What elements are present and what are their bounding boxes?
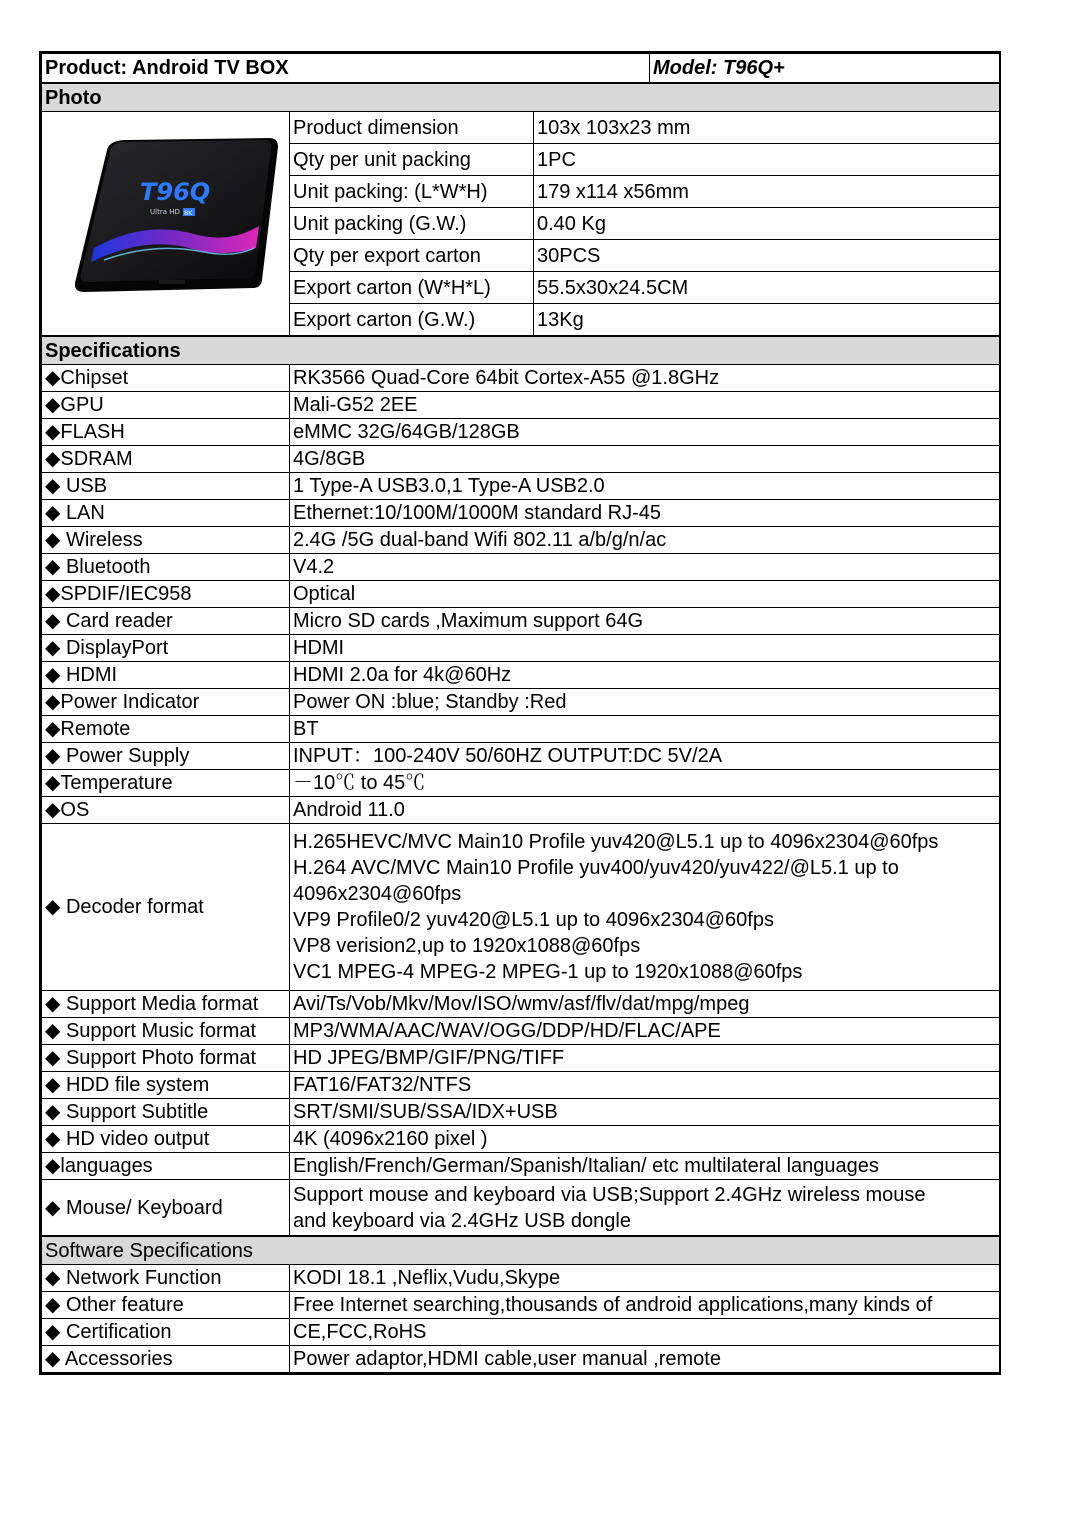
photo-section-header <box>42 83 1000 112</box>
photo-label-6: Export carton (G.W.) <box>290 304 534 337</box>
mouse-keyboard-line: and keyboard via 2.4GHz USB dongle <box>293 1209 631 1232</box>
decoder-label: ◆ Decoder format <box>42 824 290 991</box>
spec-value: 2.4G /5G dual-band Wifi 802.11 a/b/g/n/ac <box>290 527 1000 554</box>
software-label: ◆ Network Function <box>42 1265 290 1292</box>
mouse-keyboard-line: Support mouse and keyboard via USB;Support 2.4GHz wireless mouse <box>293 1183 926 1206</box>
spec-value: FAT16/FAT32/NTFS <box>290 1072 1000 1099</box>
spec-row <box>42 1153 1000 1180</box>
software-row <box>42 1265 1000 1292</box>
spec-row <box>42 635 1000 662</box>
decoder-line: H.265HEVC/MVC Main10 Profile yuv420@L5.1 up to 4096x2304@60fps <box>293 831 939 853</box>
photo-label-3: Unit packing (G.W.) <box>290 208 534 240</box>
spec-value: SRT/SMI/SUB/SSA/IDX+USB <box>290 1099 1000 1126</box>
photo-label-2: Unit packing: (L*W*H) <box>290 176 534 208</box>
photo-value-5: 55.5x30x24.5CM <box>534 272 1000 304</box>
software-value: KODI 18.1 ,Neflix,Vudu,Skype <box>290 1265 1000 1292</box>
photo-value-4: 30PCS <box>534 240 1000 272</box>
software-label: ◆ Certification <box>42 1319 290 1346</box>
decoder-line: H.264 AVC/MVC Main10 Profile yuv400/yuv420/yuv422/@L5.1 up to <box>293 857 899 879</box>
spec-row <box>42 797 1000 824</box>
photo-value-1: 1PC <box>534 144 1000 176</box>
spec-value: 1 Type-A USB3.0,1 Type-A USB2.0 <box>290 473 1000 500</box>
spec-value: Mali-G52 2EE <box>290 392 1000 419</box>
spec-value: Ethernet:10/100M/1000M standard RJ-45 <box>290 500 1000 527</box>
photo-value-3: 0.40 Kg <box>534 208 1000 240</box>
spec-value: RK3566 Quad-Core 64bit Cortex-A55 @1.8GHz <box>290 365 1000 392</box>
spec-row <box>42 1045 1000 1072</box>
spec-row <box>42 473 1000 500</box>
spec-label: ◆Temperature <box>42 770 290 797</box>
spec-label: ◆ HDD file system <box>42 1072 290 1099</box>
decoder-line: VC1 MPEG-4 MPEG-2 MPEG-1 up to 1920x1088@60fps <box>293 961 803 983</box>
spec-row <box>42 743 1000 770</box>
device-brand-text: T96Q <box>140 178 211 206</box>
spec-row <box>42 527 1000 554</box>
photo-label-5: Export carton (W*H*L) <box>290 272 534 304</box>
spec-label: ◆FLASH <box>42 419 290 446</box>
model-label: Model: T96Q+ <box>650 54 1000 84</box>
spec-row <box>42 716 1000 743</box>
spec-value: －10℃ to 45℃ <box>290 770 1000 797</box>
spec-label: ◆Chipset <box>42 365 290 392</box>
decoder-line: 4096x2304@60fps <box>293 883 462 905</box>
spec-label: ◆SPDIF/IEC958 <box>42 581 290 608</box>
software-section-title: Software Specifications <box>42 1236 1000 1265</box>
tv-box-image <box>64 130 290 300</box>
spec-row <box>42 392 1000 419</box>
spec-row <box>42 662 1000 689</box>
spec-row <box>42 608 1000 635</box>
software-value: CE,FCC,RoHS <box>290 1319 1000 1346</box>
spec-value: HDMI <box>290 635 1000 662</box>
spec-value: MP3/WMA/AAC/WAV/OGG/DDP/HD/FLAC/APE <box>290 1018 1000 1045</box>
photo-value-6: 13Kg <box>534 304 1000 337</box>
spec-row <box>42 1018 1000 1045</box>
spec-label: ◆ Support Media format <box>42 991 290 1018</box>
mouse-keyboard-value <box>290 1180 1000 1237</box>
spec-value: BT <box>290 716 1000 743</box>
spec-label: ◆Power Indicator <box>42 689 290 716</box>
photo-value-2: 179 x114 x56mm <box>534 176 1000 208</box>
specs-section-header <box>42 336 1000 365</box>
mouse-keyboard-label: ◆ Mouse/ Keyboard <box>42 1180 290 1237</box>
spec-value: 4K (4096x2160 pixel ) <box>290 1126 1000 1153</box>
spec-label: ◆OS <box>42 797 290 824</box>
spec-label: ◆ DisplayPort <box>42 635 290 662</box>
spec-label: ◆languages <box>42 1153 290 1180</box>
spec-value: Optical <box>290 581 1000 608</box>
spec-label: ◆ Power Supply <box>42 743 290 770</box>
spec-value: 4G/8GB <box>290 446 1000 473</box>
spec-label: ◆ USB <box>42 473 290 500</box>
spec-value: Power ON :blue; Standby :Red <box>290 689 1000 716</box>
spec-label: ◆ Support Subtitle <box>42 1099 290 1126</box>
spec-label: ◆ Support Music format <box>42 1018 290 1045</box>
spec-value: HDMI 2.0a for 4k@60Hz <box>290 662 1000 689</box>
product-photo <box>42 112 290 337</box>
software-value: Free Internet searching,thousands of android applications,many kinds of <box>290 1292 1000 1319</box>
spec-label: ◆Remote <box>42 716 290 743</box>
photo-section-title: Photo <box>42 83 1000 112</box>
spec-sheet <box>39 51 1001 1375</box>
spec-label: ◆ Card reader <box>42 608 290 635</box>
spec-row <box>42 1099 1000 1126</box>
spec-value: HD JPEG/BMP/GIF/PNG/TIFF <box>290 1045 1000 1072</box>
software-value: Power adaptor,HDMI cable,user manual ,remote <box>290 1346 1000 1373</box>
spec-row <box>42 446 1000 473</box>
product-label: Product: Android TV BOX <box>42 54 650 84</box>
spec-table <box>41 53 1000 1373</box>
spec-row <box>42 419 1000 446</box>
decoder-value <box>290 824 1000 991</box>
device-sub-text: Ultra HD <box>150 208 180 216</box>
specs-section-title: Specifications <box>42 336 1000 365</box>
spec-label: ◆ HD video output <box>42 1126 290 1153</box>
software-row <box>42 1346 1000 1373</box>
spec-label: ◆GPU <box>42 392 290 419</box>
spec-label: ◆ Bluetooth <box>42 554 290 581</box>
spec-value: Avi/Ts/Vob/Mkv/Mov/ISO/wmv/asf/flv/dat/mpg/mpeg <box>290 991 1000 1018</box>
spec-label: ◆ Support Photo format <box>42 1045 290 1072</box>
spec-label: ◆ Wireless <box>42 527 290 554</box>
photo-value-0: 103x 103x23 mm <box>534 112 1000 144</box>
software-label: ◆ Other feature <box>42 1292 290 1319</box>
spec-row <box>42 365 1000 392</box>
software-row <box>42 1319 1000 1346</box>
spec-label: ◆SDRAM <box>42 446 290 473</box>
spec-row <box>42 991 1000 1018</box>
decoder-row <box>42 824 1000 991</box>
photo-label-0: Product dimension <box>290 112 534 144</box>
spec-row <box>42 1072 1000 1099</box>
photo-label-1: Qty per unit packing <box>290 144 534 176</box>
spec-row <box>42 500 1000 527</box>
software-row <box>42 1292 1000 1319</box>
device-badge-text: 8K <box>184 209 193 217</box>
decoder-line: VP8 verision2,up to 1920x1088@60fps <box>293 935 641 957</box>
software-section-header <box>42 1236 1000 1265</box>
spec-value: English/French/German/Spanish/Italian/ etc multilateral languages <box>290 1153 1000 1180</box>
spec-row <box>42 581 1000 608</box>
spec-row <box>42 1126 1000 1153</box>
decoder-line: VP9 Profile0/2 yuv420@L5.1 up to 4096x2304@60fps <box>293 909 774 931</box>
spec-value: eMMC 32G/64GB/128GB <box>290 419 1000 446</box>
spec-row <box>42 770 1000 797</box>
spec-label: ◆ LAN <box>42 500 290 527</box>
spec-value: INPUT：100-240V 50/60HZ OUTPUT:DC 5V/2A <box>290 743 1000 770</box>
header-row <box>42 54 1000 84</box>
spec-value: Micro SD cards ,Maximum support 64G <box>290 608 1000 635</box>
spec-label: ◆ HDMI <box>42 662 290 689</box>
photo-label-4: Qty per export carton <box>290 240 534 272</box>
spec-row <box>42 689 1000 716</box>
mouse-keyboard-row <box>42 1180 1000 1237</box>
spec-row <box>42 554 1000 581</box>
software-label: ◆ Accessories <box>42 1346 290 1373</box>
photo-row-0 <box>42 112 1000 144</box>
spec-value: V4.2 <box>290 554 1000 581</box>
spec-value: Android 11.0 <box>290 797 1000 824</box>
